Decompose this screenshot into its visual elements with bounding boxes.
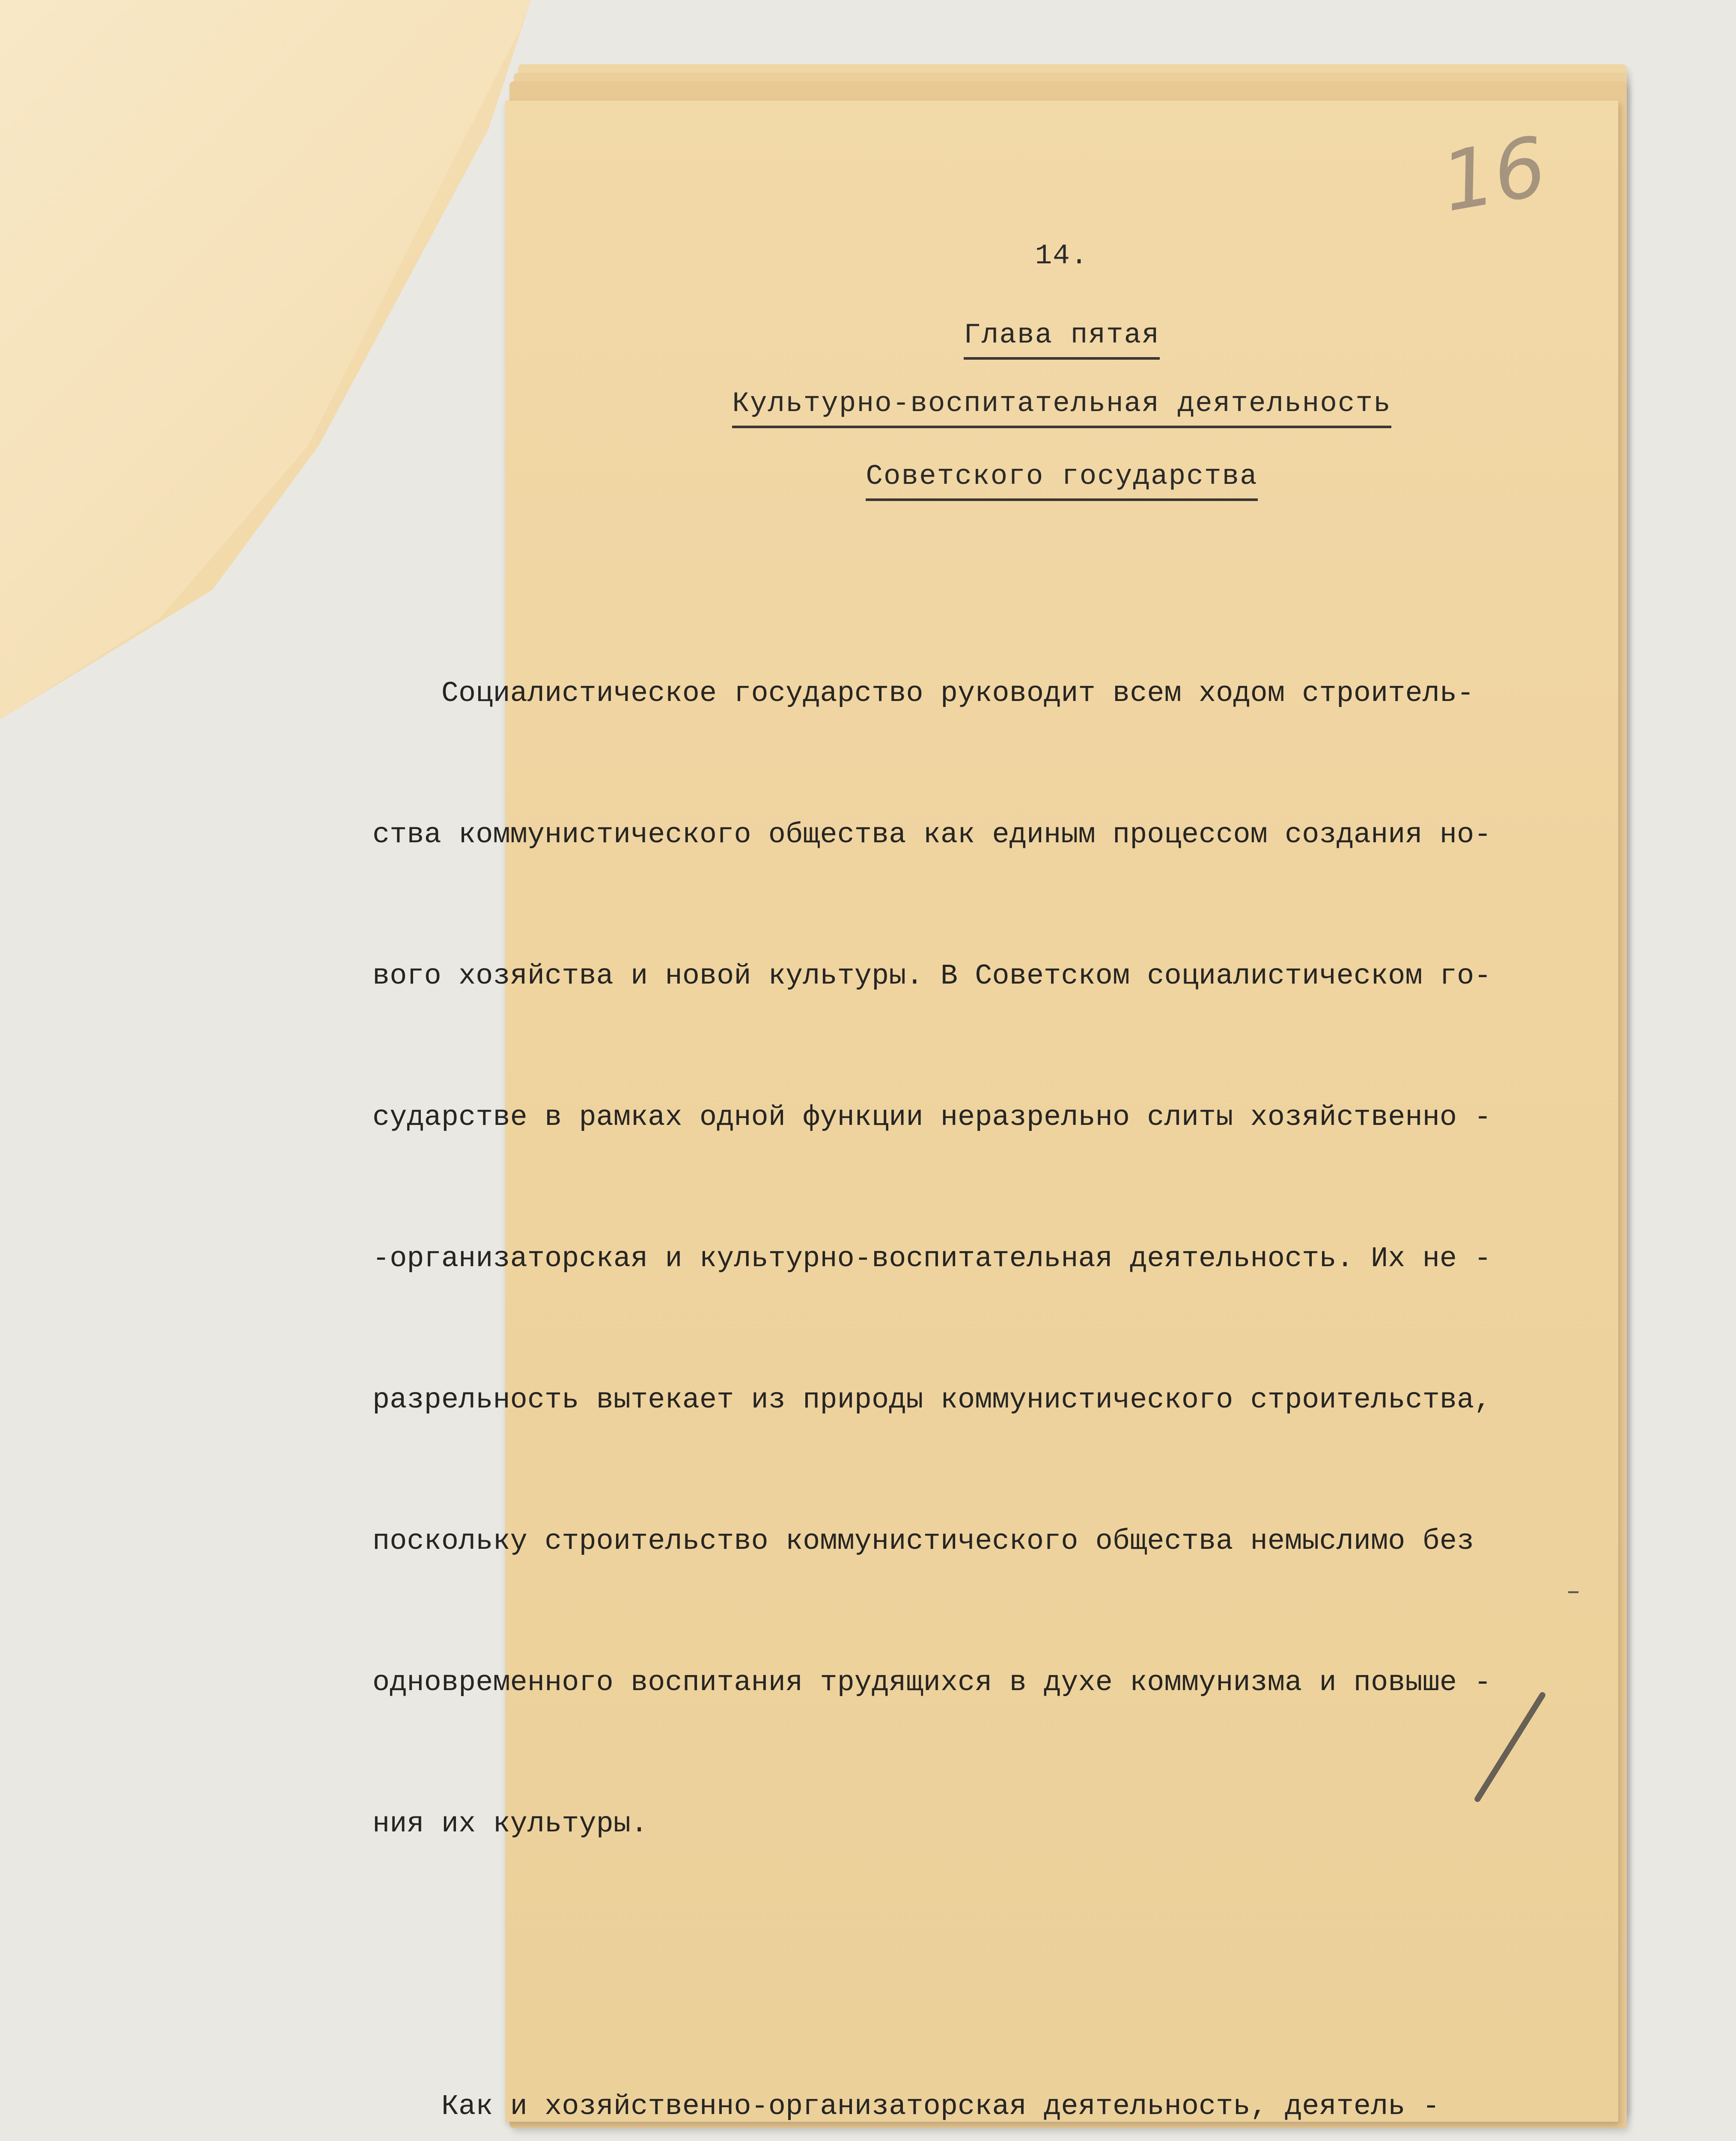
text-line: поскольку строительство коммунистического общества немыслимо без: [372, 1525, 1474, 1558]
body-text: [372, 576, 1528, 2141]
text-line: одновременного воспитания трудящихся в духе коммунизма и повыше -: [372, 1667, 1492, 1699]
text-line: ния их культуры.: [372, 1808, 648, 1840]
text-line: сударстве в рамках одной функции неразрельно слиты хозяйственно -: [372, 1101, 1492, 1134]
text-line: ства коммунистического общества как единым процессом создания но-: [372, 819, 1492, 851]
page-number: 14.: [1035, 240, 1089, 272]
text-line: вого хозяйства и новой культуры. В Советском социалистическом го-: [372, 960, 1492, 993]
archive-folio-number: 16: [1435, 119, 1554, 230]
chapter-heading: Глава пятая: [505, 319, 1618, 360]
margin-tick: –: [1567, 1576, 1580, 1606]
text-line: -организаторская и культурно-воспитательная деятельность. Их не -: [372, 1243, 1492, 1275]
chapter-title-line-1: Культурно-воспитательная деятельность: [505, 388, 1618, 428]
text-line: Социалистическое государство руководит всем ходом строитель-: [372, 677, 1474, 710]
text-line: разрельность вытекает из природы коммунистического строительства,: [372, 1384, 1492, 1416]
text-line: Как и хозяйственно-организаторская деятельность, деятель -: [372, 2090, 1440, 2123]
paragraph-gap: [372, 1942, 1528, 1989]
chapter-title-line-2: Советского государства: [505, 460, 1618, 501]
